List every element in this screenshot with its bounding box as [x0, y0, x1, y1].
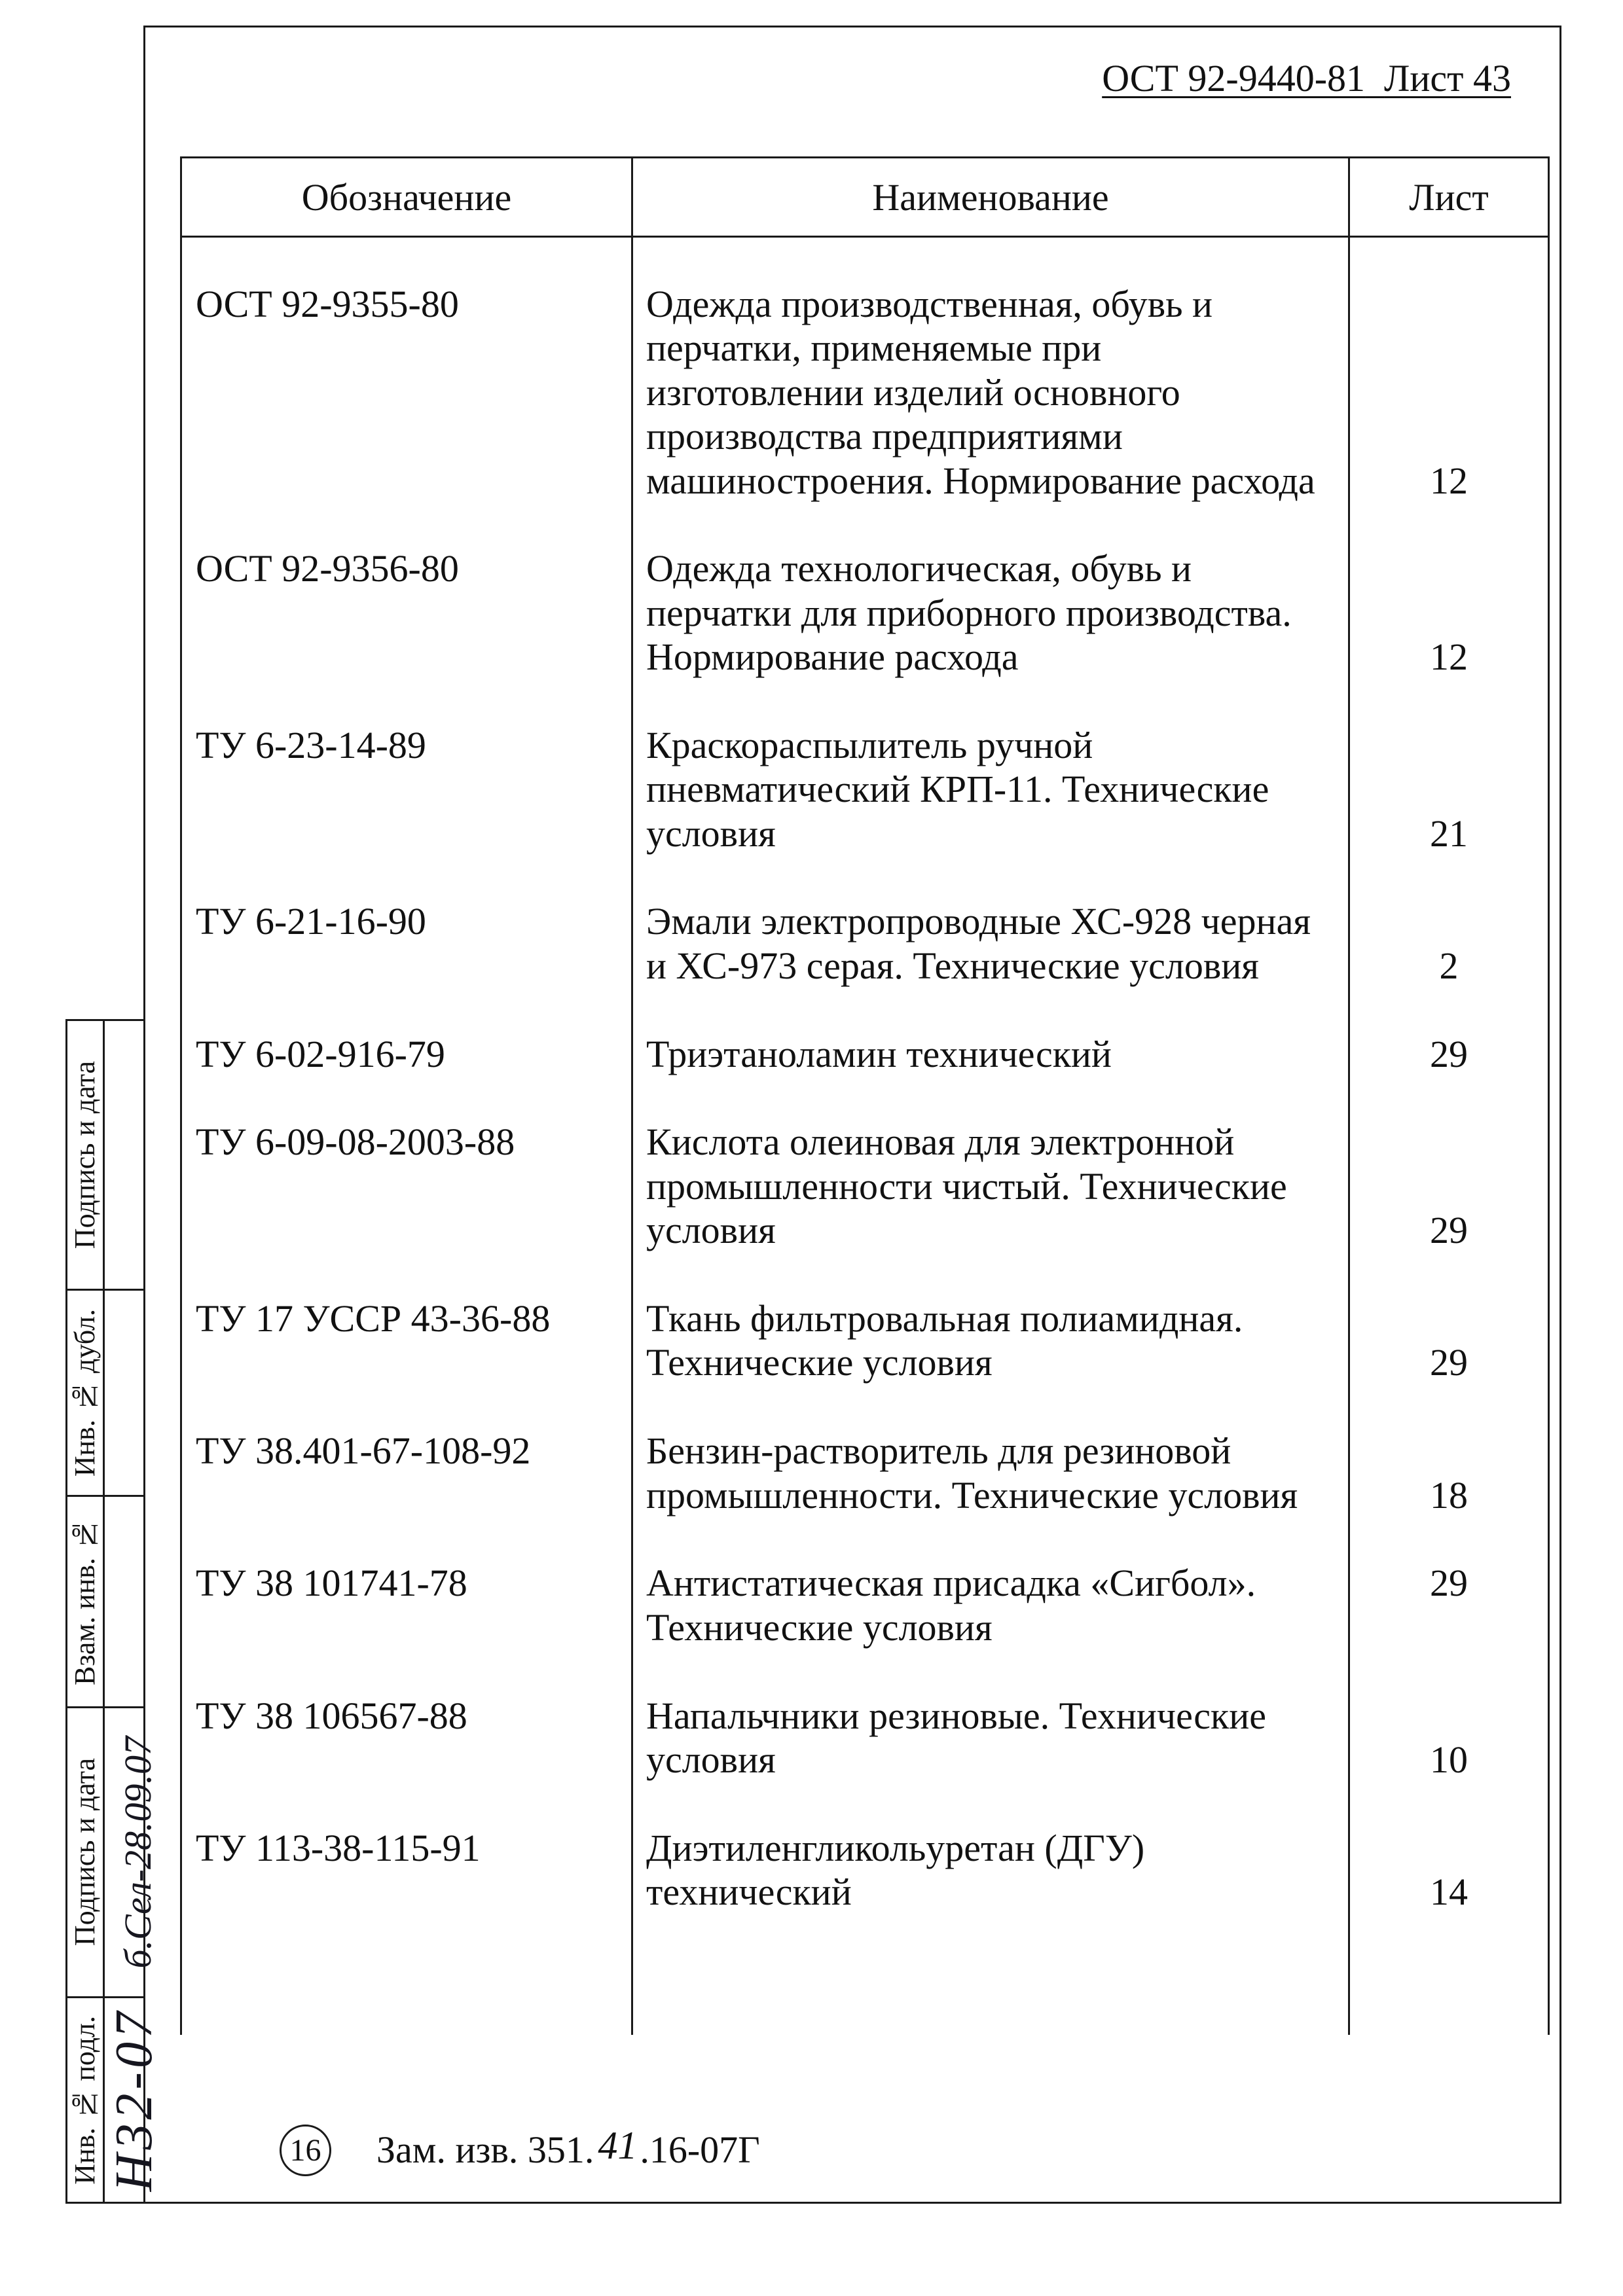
name-line: перчатки, применяемые при — [646, 327, 1102, 370]
name-cell — [633, 547, 1348, 679]
name-line: Антистатическая присадка «Сигбол». — [646, 1562, 1256, 1605]
name-line: промышленности. Технические условия — [646, 1473, 1298, 1516]
designation-cell: ОСТ 92-9355-80 — [196, 283, 459, 325]
stamp-label: Взам. инв. № — [69, 1518, 101, 1685]
name-line: Диэтиленгликольуретан (ДГУ) — [646, 1826, 1145, 1869]
table-row — [182, 1032, 1548, 1076]
name-line: Кислота олеиновая для электронной — [646, 1121, 1235, 1164]
name-cell — [633, 899, 1348, 988]
name-cell — [633, 1694, 1348, 1782]
name-cell — [633, 1032, 1348, 1076]
notice-handwritten-number: 41 — [598, 2124, 638, 2167]
name-line: и ХС-973 серая. Технические условия — [646, 944, 1259, 987]
name-line: Ткань фильтровальная полиамидная. — [646, 1297, 1243, 1340]
name-line: технический — [646, 1871, 852, 1914]
stamp-cell-signature-date — [67, 1021, 145, 1289]
name-cell — [633, 1826, 1348, 1914]
designation-cell: ТУ 38 106567-88 — [196, 1694, 467, 1737]
name-cell — [633, 723, 1348, 855]
name-line: Технические условия — [646, 1605, 993, 1649]
name-line: производства предприятиями — [646, 415, 1123, 458]
sheet-cell: 14 — [1430, 1871, 1468, 1914]
sheet-cell: 12 — [1430, 459, 1468, 502]
sheet-cell: 18 — [1430, 1473, 1468, 1516]
name-line: условия — [646, 812, 776, 855]
stamp-cell-duplicate-inventory — [67, 1289, 145, 1495]
change-notice — [376, 2124, 760, 2172]
document-header — [1102, 56, 1511, 100]
column-header-name: Наименование — [872, 175, 1109, 219]
name-line: Одежда производственная, обувь и — [646, 283, 1213, 325]
handwritten-inventory-number: Н32-07 — [105, 2008, 163, 2192]
name-line: промышленности чистый. Технические — [646, 1164, 1287, 1208]
stamp-label: Инв. № дубл. — [69, 1308, 101, 1477]
designation-cell: ТУ 38.401-67-108-92 — [196, 1429, 531, 1473]
sheet-number: Лист 43 — [1384, 57, 1511, 99]
document-code: ОСТ 92-9440-81 — [1102, 57, 1366, 99]
sheet-cell: 10 — [1430, 1738, 1468, 1781]
stamp-label: Инв. № подл. — [69, 2015, 101, 2185]
column-header-sheet: Лист — [1409, 175, 1489, 219]
name-line: перчатки для приборного производства. — [646, 591, 1292, 634]
name-line: Краскораспылитель ручной — [646, 723, 1093, 766]
name-cell — [633, 1429, 1348, 1517]
stamp-cell-signature-date-2 — [67, 1706, 159, 1996]
table-row — [182, 547, 1548, 679]
table-row — [182, 1826, 1548, 1914]
sheet-cell: 2 — [1439, 944, 1459, 987]
side-stamp-block — [65, 1019, 163, 2204]
sheet-cell: 29 — [1430, 1209, 1468, 1252]
name-line: Одежда технологическая, обувь и — [646, 547, 1192, 590]
handwritten-signature: б.Сел-28.09.07 — [117, 1736, 159, 1969]
sheet-cell: 29 — [1430, 1341, 1468, 1384]
name-cell — [633, 1561, 1348, 1649]
table-body — [182, 282, 1548, 1958]
sheet-cell: 21 — [1430, 812, 1468, 855]
name-cell — [633, 282, 1348, 503]
table-row — [182, 1694, 1548, 1782]
name-line: условия — [646, 1209, 776, 1252]
table-row — [182, 1120, 1548, 1252]
sheet-cell: 29 — [1430, 1032, 1468, 1075]
table-row — [182, 899, 1548, 988]
table-row — [182, 282, 1548, 503]
designation-cell: ТУ 38 101741-78 — [196, 1562, 467, 1605]
name-cell — [633, 1120, 1348, 1252]
name-line: Нормирование расхода — [646, 636, 1019, 679]
designation-cell: ОСТ 92-9356-80 — [196, 547, 459, 590]
name-line: условия — [646, 1738, 776, 1781]
name-line: изготовлении изделий основного — [646, 370, 1180, 414]
sheet-cell: 12 — [1430, 636, 1468, 679]
notice-suffix: .16-07Г — [640, 2128, 760, 2171]
stamp-label: Подпись и дата — [69, 1758, 101, 1946]
name-line: Напальчники резиновые. Технические — [646, 1694, 1266, 1737]
change-number-circle — [280, 2125, 331, 2176]
name-cell — [633, 1297, 1348, 1385]
sheet-cell: 29 — [1430, 1562, 1468, 1605]
references-table — [180, 156, 1550, 2035]
table-row — [182, 1561, 1548, 1649]
name-line: Технические условия — [646, 1341, 993, 1384]
name-line: Бензин-растворитель для резиновой — [646, 1429, 1231, 1473]
column-header-designation: Обозначение — [301, 175, 512, 219]
designation-cell: ТУ 17 УССР 43-36-88 — [196, 1297, 551, 1340]
name-line: пневматический КРП-11. Технические — [646, 768, 1269, 811]
name-line: Триэтаноламин технический — [646, 1032, 1112, 1075]
designation-cell: ТУ 113-38-115-91 — [196, 1826, 481, 1869]
designation-cell: ТУ 6-09-08-2003-88 — [196, 1121, 515, 1164]
notice-prefix: Зам. изв. 351. — [376, 2128, 594, 2171]
change-number: 16 — [289, 2132, 321, 2168]
table-row — [182, 723, 1548, 855]
table-row — [182, 1429, 1548, 1517]
stamp-cell-replaced-inventory — [67, 1495, 145, 1706]
table-header — [182, 158, 1548, 238]
designation-cell: ТУ 6-02-916-79 — [196, 1032, 445, 1075]
stamp-label: Подпись и дата — [69, 1060, 101, 1249]
name-line: Эмали электропроводные ХС-928 черная — [646, 900, 1311, 943]
designation-cell: ТУ 6-23-14-89 — [196, 723, 426, 766]
table-row — [182, 1297, 1548, 1385]
name-line: машиностроения. Нормирование расхода — [646, 459, 1315, 502]
designation-cell: ТУ 6-21-16-90 — [196, 900, 426, 943]
stamp-cell-original-inventory — [67, 1996, 163, 2202]
